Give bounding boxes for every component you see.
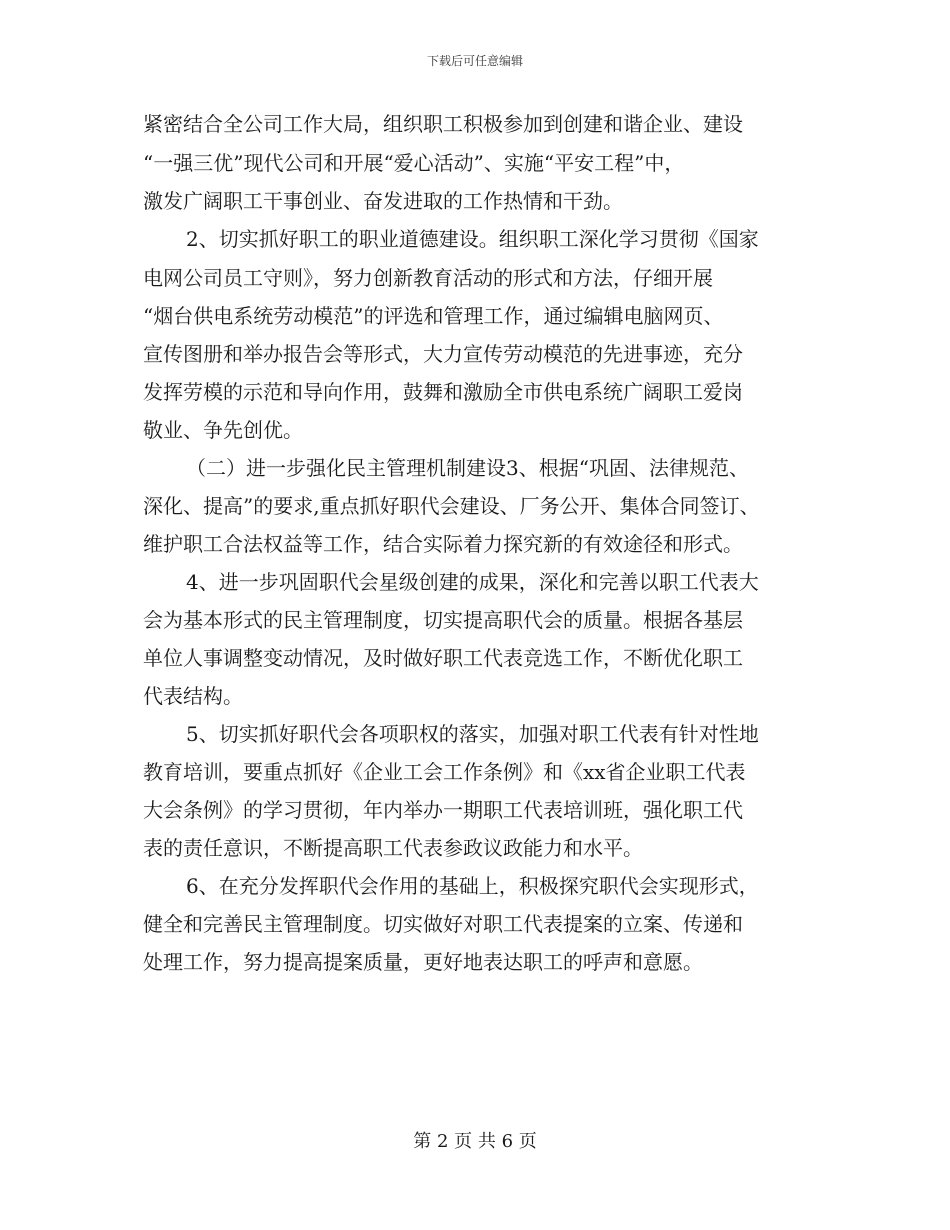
- paragraph-line: “烟台供电系统劳动模范”的评选和管理工作，通过编辑电脑网页、: [143, 304, 724, 328]
- paragraph-line: 处理工作，努力提高提案质量，更好地表达职工的呼声和意愿。: [143, 950, 703, 974]
- paragraph-line: 激发广阔职工干事创业、奋发进取的工作热情和干劲。: [143, 189, 623, 213]
- paragraph-line: 教育培训，要重点抓好《企业工会工作条例》和《xx省企业职工代表: [143, 760, 746, 784]
- paragraph-line: 会为基本形式的民主管理制度，切实提高职代会的质量。根据各基层: [143, 608, 743, 632]
- paragraph-line: 健全和完善民主管理制度。切实做好对职工代表提案的立案、传递和: [143, 912, 743, 936]
- page-number: 第 2 页 共 6 页: [413, 1131, 537, 1152]
- paragraph-line: 单位人事调整变动情况，及时做好职工代表竞选工作，不断优化职工: [143, 646, 743, 670]
- paragraph-line: 表的责任意识，不断提高职工代表参政议政能力和水平。: [143, 836, 643, 860]
- paragraph-line: 代表结构。: [143, 684, 243, 708]
- header-note: 下载后可任意编辑: [426, 54, 523, 68]
- paragraph-line: 电网公司员工守则》，努力创新教育活动的形式和方法，仔细开展: [143, 266, 713, 290]
- paragraph-line: 4、进一步巩固职代会星级创建的成果，深化和完善以职工代表大: [186, 570, 759, 594]
- paragraph-line: 2、切实抓好职工的职业道德建设。组织职工深化学习贯彻《国家: [186, 227, 759, 251]
- section-heading-line: （二）进一步强化民主管理机制建设3、根据“巩固、法律规范、: [186, 456, 749, 480]
- paragraph-line: 5、切实抓好职代会各项职权的落实，加强对职工代表有针对性地: [186, 722, 759, 746]
- paragraph-line: 维护职工合法权益等工作，结合实际着力探究新的有效途径和形式。: [143, 532, 743, 556]
- paragraph-line: 6、在充分发挥职代会作用的基础上，积极探究职代会实现形式，: [186, 874, 759, 898]
- paragraph-line: 发挥劳模的示范和导向作用，鼓舞和激励全市供电系统广阔职工爱岗: [143, 380, 743, 404]
- paragraph-line: 宣传图册和举办报告会等形式，大力宣传劳动模范的先进事迹，充分: [143, 342, 743, 366]
- paragraph-line: “一强三优”现代公司和开展“爱心活动”、实施“平安工程”中，: [143, 151, 685, 175]
- paragraph-line: 紧密结合全公司工作大局，组织职工积极参加到创建和谐企业、建设: [143, 112, 743, 136]
- paragraph-line: 敬业、争先创优。: [143, 418, 303, 442]
- paragraph-line: 深化、提高”的要求,重点抓好职代会建设、厂务公开、集体合同签订、: [143, 494, 760, 518]
- paragraph-line: 大会条例》的学习贯彻，年内举办一期职工代表培训班，强化职工代: [143, 798, 743, 822]
